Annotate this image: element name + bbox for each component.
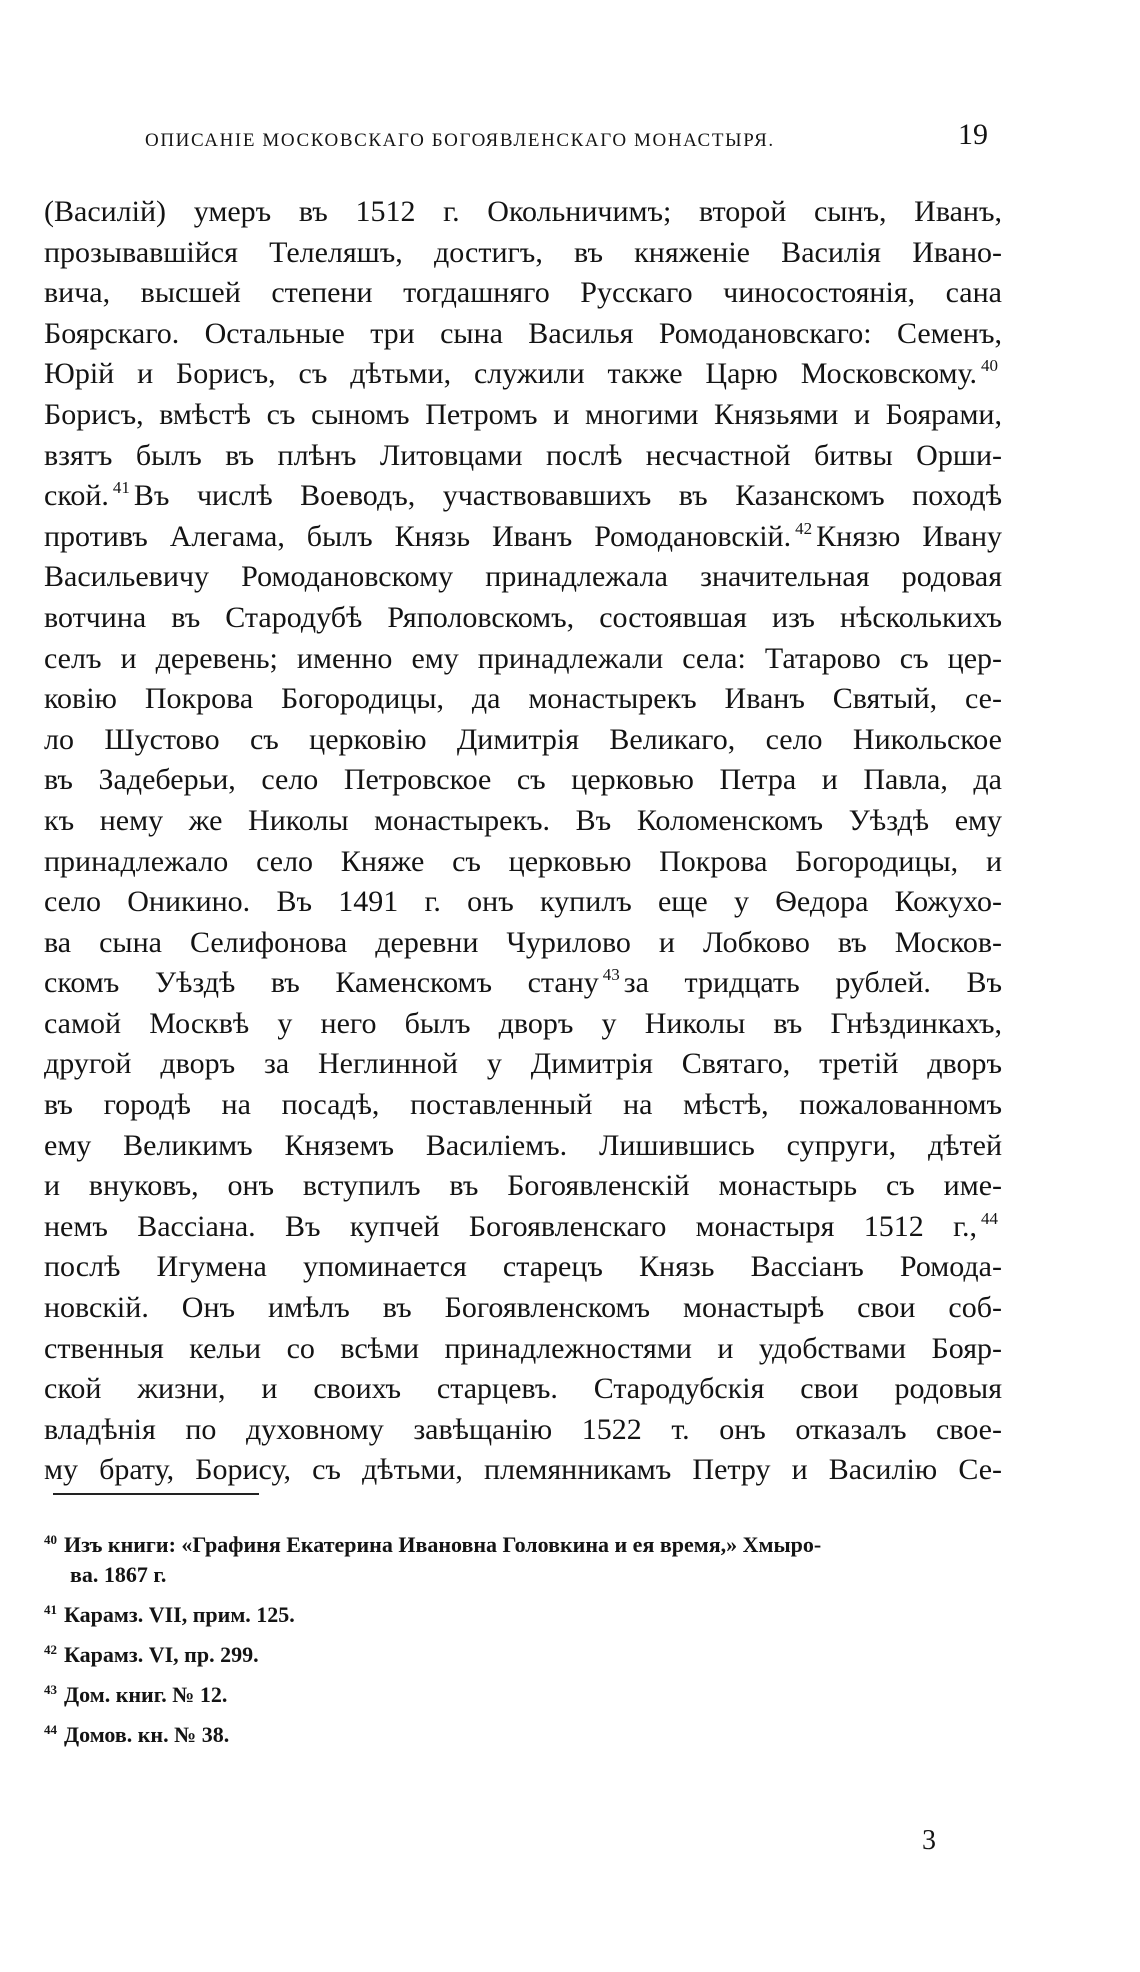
footnote-item: 41 Карамз. VII, прим. 125. <box>44 1602 295 1627</box>
text-line <box>44 801 1002 842</box>
text-line <box>44 1288 1002 1329</box>
text-line <box>44 476 1002 517</box>
text-line <box>44 1126 1002 1167</box>
text-line <box>44 273 1002 314</box>
footnote-reference[interactable]: 43 <box>602 965 620 985</box>
line-text: вотчина въ Стародубѣ Ряполовскомъ, состоявшая изъ нѣсколькихъ <box>44 600 1002 634</box>
line-text: селъ и деревень; именно ему принадлежали села: Татарово съ цер- <box>44 641 1002 675</box>
line-text: Борисъ, вмѣстѣ съ сыномъ Петромъ и многими Князьями и Боярами, <box>44 397 1002 431</box>
text-line <box>44 679 1002 720</box>
footnote-item: 43 Дом. книг. № 12. <box>44 1682 228 1707</box>
footnote-reference[interactable]: 41 <box>112 478 130 498</box>
line-text: новскій. Онъ имѣлъ въ Богоявленскомъ монастырѣ свои соб- <box>44 1291 1002 1325</box>
text-line <box>44 1004 1002 1045</box>
line-text: прозывавшійся Телеляшъ, достигъ, въ княженіе Василія Ивано- <box>44 235 1002 269</box>
line-text: скомъ Уѣздѣ въ Каменскомъ стану <box>44 966 599 1000</box>
line-text: ской. <box>44 479 109 513</box>
line-text: другой дворъ за Неглинной у Димитрія Святаго, третій дворъ <box>44 1047 1002 1081</box>
text-line <box>44 882 1002 923</box>
text-line <box>44 192 1002 233</box>
line-text: самой Москвѣ у него былъ дворъ у Николы въ Гнѣздинкахъ, <box>44 1006 1002 1040</box>
text-line <box>44 1166 1002 1207</box>
text-line <box>44 1207 1002 1248</box>
text-line <box>44 760 1002 801</box>
text-line <box>44 436 1002 477</box>
line-text: къ нему же Николы монастырекъ. Въ Коломенскомъ Уѣздѣ ему <box>44 803 1002 837</box>
line-text: владѣнія по духовному завѣщанію 1522 т. онъ отказалъ свое- <box>44 1412 1002 1446</box>
footnote-reference[interactable]: 44 <box>981 1208 998 1228</box>
line-text-after-ref: Въ числѣ Воеводъ, участвовавшихъ въ Казанскомъ походѣ <box>133 479 1002 513</box>
line-text: въ Задеберьи, село Петровское съ церковью Петра и Павла, да <box>44 763 1002 797</box>
line-text: ковію Покрова Богородицы, да монастырекъ Иванъ Святый, се- <box>44 682 1002 716</box>
line-text: въ городѣ на посадѣ, поставленный на мѣстѣ, пожалованномъ <box>44 1088 1002 1122</box>
text-line <box>44 233 1002 274</box>
line-text: (Василій) умеръ въ 1512 г. Окольничимъ; второй сынъ, Иванъ, <box>44 195 1002 228</box>
footnote-reference[interactable]: 40 <box>981 356 998 376</box>
text-line <box>44 1247 1002 1288</box>
text-line <box>44 1329 1002 1370</box>
line-text: Юрій и Борисъ, съ дѣтьми, служили также Царю Московскому. <box>44 357 977 391</box>
text-line <box>44 1410 1002 1451</box>
footnote-text: Изъ книги: «Графиня Екатерина Ивановна Головкина и ея время,» Хмыро- <box>64 1532 822 1557</box>
line-text: противъ Алегама, былъ Князь Иванъ Ромодановскій. <box>44 519 792 553</box>
footnote-text: Домов. кн. № 38. <box>64 1722 230 1747</box>
line-text-after-ref: Князю Ивану <box>816 519 1002 553</box>
text-line <box>44 963 1002 1004</box>
text-line <box>44 517 1002 558</box>
text-line <box>44 923 1002 964</box>
line-text: ло Шустово съ церковію Димитрія Великаго, село Никольское <box>44 722 1002 756</box>
text-line <box>44 1369 1002 1410</box>
text-line <box>44 557 1002 598</box>
text-line <box>44 1044 1002 1085</box>
line-text: ва сына Селифонова деревни Чурилово и Лобково въ Москов- <box>44 925 1002 959</box>
line-text: ему Великимъ Княземъ Василіемъ. Лишившись супруги, дѣтей <box>44 1128 1002 1162</box>
line-text: и внуковъ, онъ вступилъ въ Богоявленскій монастырь съ име- <box>44 1169 1002 1203</box>
line-text: послѣ Игумена упоминается старецъ Князь Вассіанъ Ромода- <box>44 1250 1002 1284</box>
line-text: му брату, Борису, съ дѣтьми, племянникамъ Петру и Василію Се- <box>44 1453 1002 1487</box>
text-line <box>44 598 1002 639</box>
footnote-text: Карамз. VI, пр. 299. <box>64 1642 259 1667</box>
line-text: взятъ былъ въ плѣнъ Литовцами послѣ несчастной битвы Орши- <box>44 438 1002 472</box>
line-text: Боярскаго. Остальные три сына Василья Ромодановскаго: Семенъ, <box>44 316 1002 350</box>
footnote-text: Дом. книг. № 12. <box>64 1682 228 1707</box>
line-text: село Оникино. Въ 1491 г. онъ купилъ еще у Ѳедора Кожухо- <box>44 885 1002 919</box>
footnote-item: 44 Домов. кн. № 38. <box>44 1722 230 1747</box>
footnote-item: 42 Карамз. VI, пр. 299. <box>44 1642 259 1667</box>
line-text-after-ref: за тридцать рублей. Въ <box>623 966 1002 1000</box>
line-text: принадлежало село Княже съ церковью Покрова Богородицы, и <box>44 844 1002 878</box>
page-number: 19 <box>958 118 988 151</box>
footnote-separator-rule <box>53 1493 259 1495</box>
footnote-continuation: ва. 1867 г. <box>70 1562 167 1587</box>
text-line <box>44 842 1002 883</box>
line-text: ской жизни, и своихъ старцевъ. Стародубскія свои родовыя <box>44 1372 1002 1406</box>
running-title: ОПИСАНІЕ МОСКОВСКАГО БОГОЯВЛЕНСКАГО МОНАСТЫРЯ. <box>145 130 775 151</box>
text-line <box>44 354 1002 395</box>
footnote-text: Карамз. VII, прим. 125. <box>64 1602 295 1627</box>
footnotes <box>44 1530 1004 1760</box>
text-line <box>44 1450 1002 1491</box>
signature-mark: 3 <box>922 1825 936 1856</box>
text-line <box>44 314 1002 355</box>
text-line <box>44 1085 1002 1126</box>
line-text: ственныя кельи со всѣми принадлежностями и удобствами Бояр- <box>44 1331 1002 1365</box>
body-text <box>44 192 1002 1491</box>
footnote-reference[interactable]: 42 <box>795 518 813 538</box>
footnote-item: 40 Изъ книги: «Графиня Екатерина Ивановна Головкина и ея время,» Хмыро- ва. 1867 г. <box>44 1530 1004 1590</box>
line-text: вича, высшей степени тогдашняго Русскаго чиносостоянія, сана <box>44 276 1002 310</box>
text-line <box>44 639 1002 680</box>
text-line <box>44 395 1002 436</box>
text-line <box>44 720 1002 761</box>
line-text: немъ Вассіана. Въ купчей Богоявленскаго монастыря 1512 г., <box>44 1209 977 1243</box>
line-text: Васильевичу Ромодановскому принадлежала значительная родовая <box>44 560 1002 594</box>
